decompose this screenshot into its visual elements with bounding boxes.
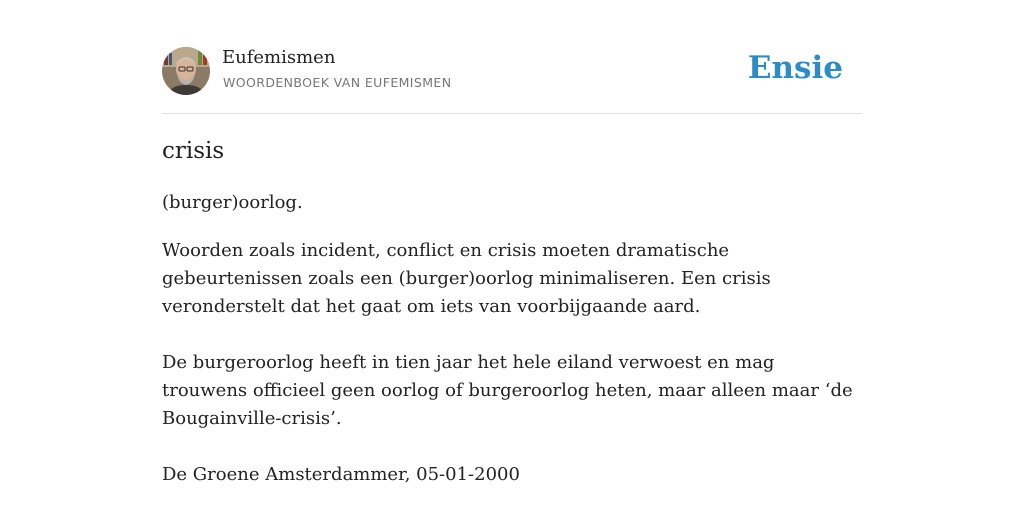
entry-body	[162, 237, 862, 512]
avatar-photo-icon	[162, 47, 210, 95]
entry-paragraph: Woorden zoals incident, conflict en crisis moeten dramatische gebeurtenissen zoals een (burger)oorlog minimaliseren. Een crisis veronderstelt dat het gaat om iets van voorbijgaande aard.	[162, 240, 771, 317]
entry-title: crisis	[162, 138, 225, 164]
entry-source: De Groene Amsterdammer, 05-01-2000	[162, 464, 520, 485]
header	[162, 46, 862, 96]
header-divider	[162, 113, 862, 114]
ensie-logo-link[interactable]: Ensie	[747, 50, 843, 86]
author-avatar[interactable]	[162, 47, 210, 95]
author-name[interactable]: Eufemismen	[222, 47, 336, 68]
author-subtitle[interactable]: WOORDENBOEK VAN EUFEMISMEN	[223, 75, 452, 90]
entry-paragraph: De burgeroorlog heeft in tien jaar het hele eiland verwoest en mag trouwens officieel geen oorlog of burgeroorlog heten, maar alleen maar ‘de Bougainville-crisis’.	[162, 352, 853, 429]
entry-definition: (burger)oorlog.	[162, 192, 303, 213]
